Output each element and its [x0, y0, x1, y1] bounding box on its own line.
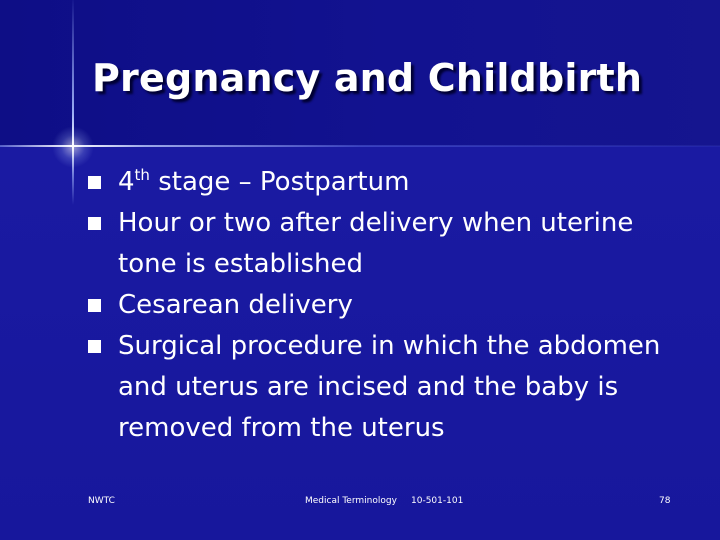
slide-title: Pregnancy and Childbirth [92, 56, 643, 100]
footer-course-code: 10-501-101 [411, 496, 464, 506]
horizontal-accent-line [0, 145, 720, 147]
bullet-text: Cesarean delivery [118, 290, 353, 320]
footer-page-number: 78 [659, 496, 671, 506]
bullet-item [88, 326, 688, 449]
vertical-accent-line [72, 0, 74, 205]
square-bullet-icon [88, 340, 101, 353]
bullet-text: stage – Postpartum [149, 167, 410, 197]
bullet-list [88, 162, 688, 449]
bullet-text-number: 4 [118, 167, 135, 197]
bullet-item [88, 285, 688, 326]
footer-organization: NWTC [88, 496, 115, 506]
footer-course-title: Medical Terminology [305, 496, 397, 506]
bullet-item [88, 162, 688, 203]
square-bullet-icon [88, 217, 101, 230]
square-bullet-icon [88, 299, 101, 312]
bullet-text-superscript: th [134, 166, 150, 184]
bullet-item [88, 203, 688, 285]
bullet-text: Surgical procedure in which the abdomen and uterus are incised and the baby is removed from the uterus [118, 331, 661, 443]
square-bullet-icon [88, 176, 101, 189]
bullet-text: Hour or two after delivery when uterine tone is established [118, 208, 634, 279]
